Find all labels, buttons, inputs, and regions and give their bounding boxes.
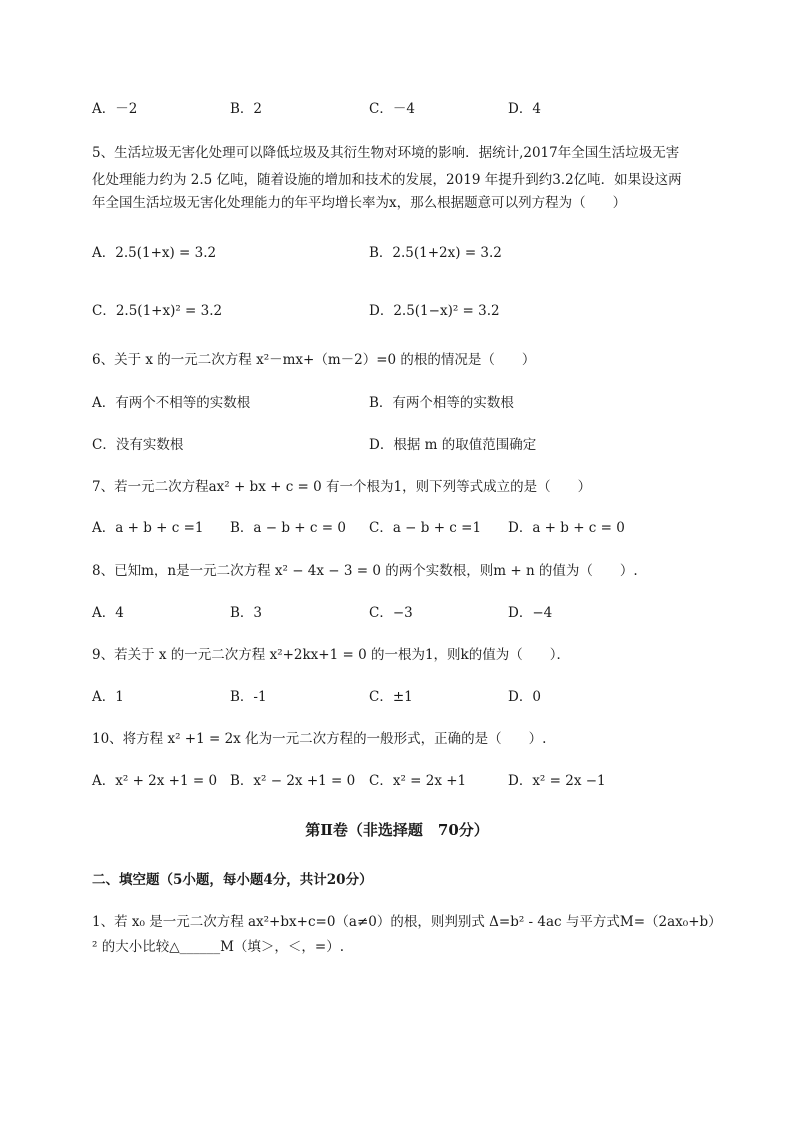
part2-title: 第Ⅱ卷（非选择题 70分） — [305, 821, 489, 839]
fill1-stem-line2: ² 的大小比较△______M（填＞，＜，=）. — [92, 939, 345, 955]
q10-option-a: A．x² + 2x +1 = 0 — [92, 773, 218, 789]
q10-stem: 10、将方程 x² +1 = 2x 化为一元二次方程的一般形式，正确的是（ ）. — [92, 731, 547, 747]
q10-option-b: B．x² − 2x +1 = 0 — [230, 773, 356, 789]
q7-option-a: A．a + b + c =1 — [92, 520, 204, 536]
q9-stem: 9、若关于 x 的一元二次方程 x²+2kx+1 = 0 的一根为1，则k的值为（ ）． — [92, 647, 570, 663]
q6-option-b: B．有两个相等的实数根 — [369, 395, 514, 411]
q4-option-d: D．4 — [508, 101, 541, 117]
q5-option-d: D．2.5(1−x)² = 3.2 — [369, 303, 500, 319]
q5-option-b: B．2.5(1+2x) = 3.2 — [369, 245, 502, 261]
fill-in-section-heading: 二、填空题（5小题，每小题4分，共计20分） — [92, 872, 373, 888]
q7-option-b: B．a − b + c = 0 — [230, 520, 346, 536]
q5-stem-line3: 年全国生活垃圾无害化处理能力的年平均增长率为x，那么根据题意可以列方程为（ ） — [92, 195, 627, 211]
q8-option-b: B．3 — [230, 605, 263, 621]
q6-option-c: C．没有实数根 — [92, 437, 184, 453]
q6-option-d: D．根据 m 的取值范围确定 — [369, 437, 537, 453]
q6-stem: 6、关于 x 的一元二次方程 x²－mx+（m－2）=0 的根的情况是（ ） — [92, 352, 536, 368]
q7-stem: 7、若一元二次方程ax² + bx + c = 0 有一个根为1，则下列等式成立的是（ ） — [92, 479, 592, 495]
q4-option-a: A．－2 — [92, 101, 138, 117]
q9-option-d: D．0 — [508, 689, 541, 705]
q5-stem-line1: 5、生活垃圾无害化处理可以降低垃圾及其衍生物对环境的影响．据统计,2017年全国生活垃圾无害 — [92, 145, 680, 161]
q7-option-d: D．a + b + c = 0 — [508, 520, 625, 536]
q10-option-d: D．x² = 2x −1 — [508, 773, 606, 789]
q4-option-c: C．－4 — [369, 101, 415, 117]
q8-option-d: D．−4 — [508, 605, 553, 621]
fill1-stem-line1: 1、若 x₀ 是一元二次方程 ax²+bx+c=0（a≠0）的根，则判别式 Δ=b² - 4ac 与平方式M=（2ax₀+b） — [92, 914, 722, 930]
q8-option-c: C．−3 — [369, 605, 413, 621]
q5-stem-line2: 化处理能力约为 2.5 亿吨，随着设施的增加和技术的发展，2019 年提升到约3.2亿吨．如果设这两 — [92, 172, 682, 188]
q9-option-c: C．±1 — [369, 689, 413, 705]
q5-option-c: C．2.5(1+x)² = 3.2 — [92, 303, 223, 319]
q4-option-b: B．2 — [230, 101, 263, 117]
q5-option-a: A．2.5(1+x) = 3.2 — [92, 245, 217, 261]
q9-option-b: B．-1 — [230, 689, 267, 705]
q10-option-c: C．x² = 2x +1 — [369, 773, 467, 789]
q7-option-c: C．a − b + c =1 — [369, 520, 482, 536]
q8-option-a: A．4 — [92, 605, 124, 621]
q8-stem: 8、已知m，n是一元二次方程 x² − 4x − 3 = 0 的两个实数根，则m + n 的值为（ ）. — [92, 563, 638, 579]
q6-option-a: A．有两个不相等的实数根 — [92, 395, 251, 411]
q9-option-a: A．1 — [92, 689, 124, 705]
